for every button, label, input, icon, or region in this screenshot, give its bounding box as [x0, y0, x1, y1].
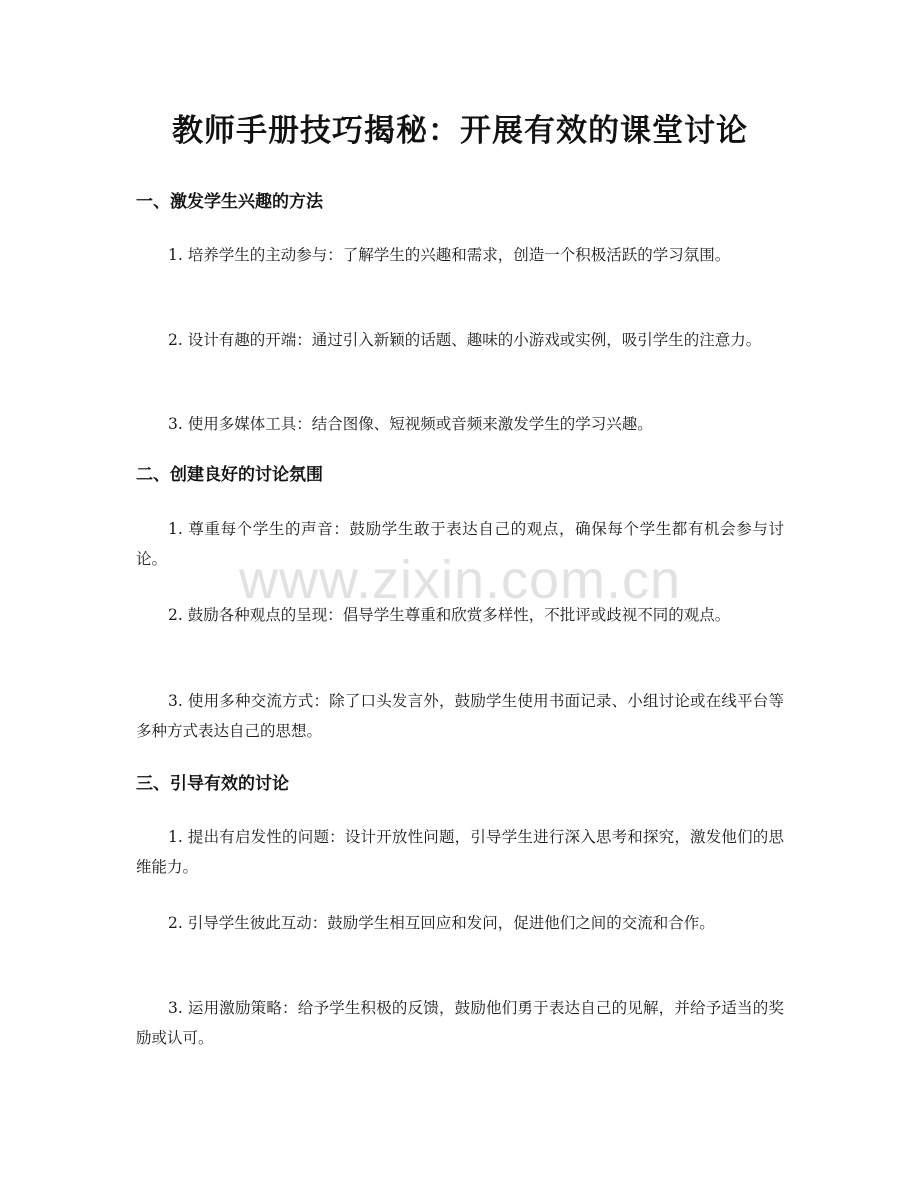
section-3-item-2: 2. 引导学生彼此互动：鼓励学生相互回应和发问，促进他们之间的交流和合作。: [168, 914, 715, 932]
section-2-item-2: 2. 鼓励各种观点的呈现：倡导学生尊重和欣赏多样性，不批评或歧视不同的观点。: [168, 606, 731, 624]
section-heading-2: 二、创建良好的讨论氛围: [136, 465, 323, 485]
section-1-item-2: 2. 设计有趣的开端：通过引入新颖的话题、趣味的小游戏或实例，吸引学生的注意力。: [168, 331, 762, 349]
document-title: 教师手册技巧揭秘：开展有效的课堂讨论: [172, 113, 748, 149]
section-2-item-1: 1. 尊重每个学生的声音：鼓励学生敢于表达自己的观点，确保每个学生都有机会参与讨论。: [136, 520, 784, 568]
section-1-item-1: 1. 培养学生的主动参与：了解学生的兴趣和需求，创造一个积极活跃的学习氛围。: [168, 246, 731, 264]
section-heading-1: 一、激发学生兴趣的方法: [136, 192, 323, 212]
watermark: www.zixin.com.cn: [238, 550, 682, 610]
section-2-item-3: 3. 使用多种交流方式：除了口头发言外，鼓励学生使用书面记录、小组讨论或在线平台等多种方式表达自己的思想。: [136, 692, 784, 740]
section-3-item-3: 3. 运用激励策略：给予学生积极的反馈，鼓励他们勇于表达自己的见解，并给予适当的奖励或认可。: [136, 999, 784, 1047]
section-heading-3: 三、引导有效的讨论: [136, 774, 289, 794]
section-1-item-3: 3. 使用多媒体工具：结合图像、短视频或音频来激发学生的学习兴趣。: [168, 415, 653, 433]
section-3-item-1: 1. 提出有启发性的问题：设计开放性问题，引导学生进行深入思考和探究，激发他们的思维能力。: [136, 828, 784, 876]
